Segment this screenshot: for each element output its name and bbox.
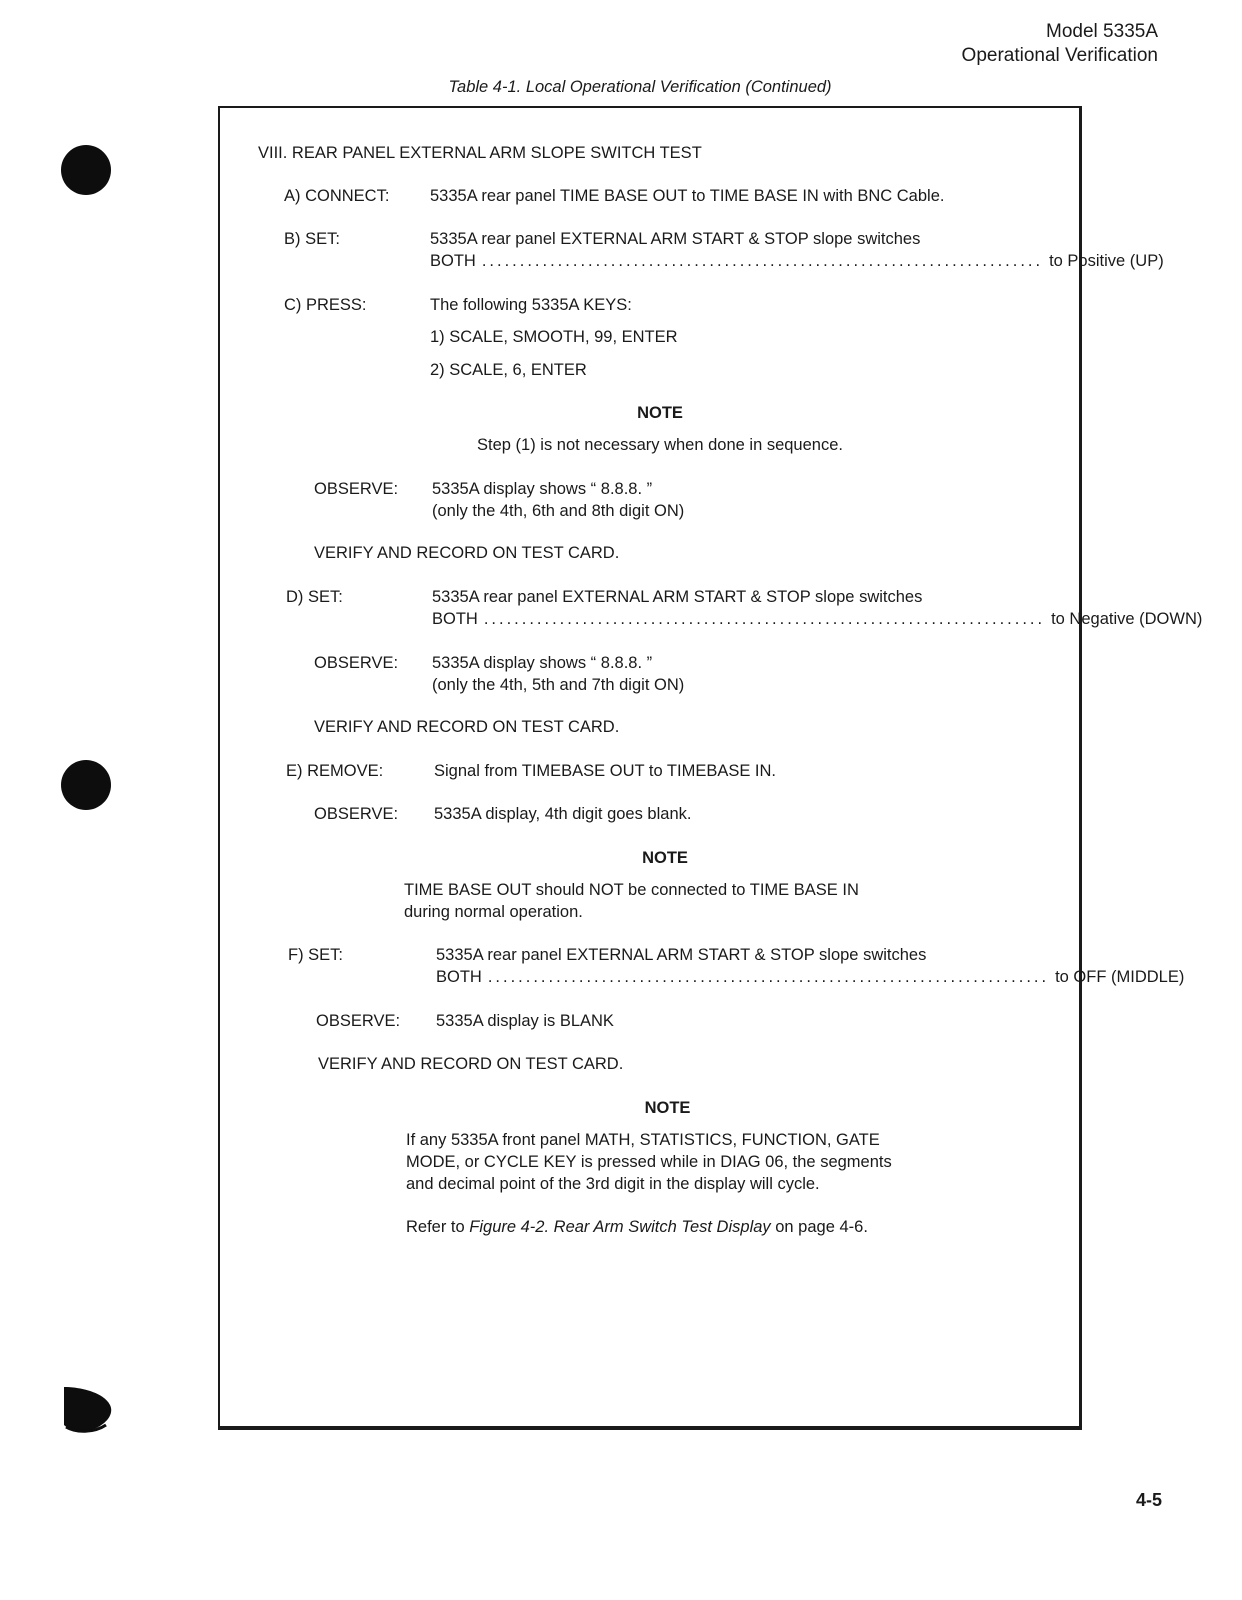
binder-tab-mark [60, 1385, 116, 1435]
step-e-text: Signal from TIMEBASE OUT to TIMEBASE IN. [434, 762, 777, 780]
step-d-right: to Negative (DOWN) [1051, 610, 1203, 628]
step-e-observe-label: OBSERVE: [314, 805, 399, 823]
step-b-line1: 5335A rear panel EXTERNAL ARM START & STOP slope switches [430, 230, 921, 248]
step-f-observe-label: OBSERVE: [316, 1012, 401, 1030]
step-f-observe: 5335A display is BLANK [436, 1012, 614, 1030]
step-f-verify: VERIFY AND RECORD ON TEST CARD. [318, 1055, 624, 1073]
note-title-f: NOTE [644, 1099, 691, 1117]
step-c-label: C) PRESS: [284, 296, 367, 314]
note-f-line1: If any 5335A front panel MATH, STATISTICS, FUNCTION, GATE [406, 1131, 880, 1149]
section-heading: VIII. REAR PANEL EXTERNAL ARM SLOPE SWITCH TEST [258, 144, 702, 162]
refer-suffix: on page 4-6. [770, 1218, 868, 1236]
step-d-observe-label: OBSERVE: [314, 654, 399, 672]
step-c-observe1: 5335A display shows “ 8.8.8. ” [432, 480, 653, 498]
note-e-line1: TIME BASE OUT should NOT be connected to TIME BASE IN [404, 881, 859, 899]
refer-line [406, 1216, 868, 1238]
note-title-e: NOTE [642, 849, 688, 867]
refer-prefix: Refer to [406, 1218, 470, 1236]
step-d-line1: 5335A rear panel EXTERNAL ARM START & STOP slope switches [432, 588, 923, 606]
step-f-label: F) SET: [288, 946, 344, 964]
step-d-observe1: 5335A display shows “ 8.8.8. ” [432, 654, 653, 672]
step-f-right: to OFF (MIDDLE) [1055, 968, 1185, 986]
model-title: Model 5335A [1046, 21, 1158, 42]
table-frame [218, 106, 1203, 1430]
note-f-line3: and decimal point of the 3rd digit in the display will cycle. [406, 1175, 820, 1193]
step-b-label: B) SET: [284, 230, 340, 248]
step-e-label: E) REMOVE: [286, 762, 384, 780]
table-caption: Table 4-1. Local Operational Verification (Continued) [448, 78, 832, 96]
step-a-label: A) CONNECT: [284, 187, 390, 205]
step-d-verify: VERIFY AND RECORD ON TEST CARD. [314, 718, 620, 736]
step-f-line1: 5335A rear panel EXTERNAL ARM START & STOP slope switches [436, 946, 927, 964]
step-c-observe-label: OBSERVE: [314, 480, 399, 498]
step-b-leader-line: BOTH .......................................................................... to Positive (UP) [430, 252, 1164, 270]
note-title-c: NOTE [637, 404, 683, 422]
section-title: Operational Verification [961, 45, 1158, 66]
punch-hole-top [61, 145, 111, 195]
step-c-item1: 1) SCALE, SMOOTH, 99, ENTER [430, 328, 678, 346]
punch-hole-middle [61, 760, 111, 810]
step-d-observe2: (only the 4th, 5th and 7th digit ON) [432, 676, 685, 694]
step-d-leader-line: BOTH .......................................................................... to Negative (DOWN) [432, 610, 1203, 628]
step-a-text: 5335A rear panel TIME BASE OUT to TIME BASE IN with BNC Cable. [430, 187, 945, 205]
step-d-label: D) SET: [286, 588, 343, 606]
step-b-right: to Positive (UP) [1049, 252, 1164, 270]
step-c-item2: 2) SCALE, 6, ENTER [430, 361, 587, 379]
step-c-verify: VERIFY AND RECORD ON TEST CARD. [314, 544, 620, 562]
refer-figure-link: Figure 4-2. Rear Arm Switch Test Display [469, 1218, 771, 1236]
page-header [962, 20, 1158, 68]
step-f-left: BOTH [436, 968, 482, 986]
note-text-c: Step (1) is not necessary when done in sequence. [477, 436, 843, 454]
step-b-left: BOTH [430, 252, 476, 270]
note-f-line2: MODE, or CYCLE KEY is pressed while in DIAG 06, the segments [406, 1153, 892, 1171]
step-d-left: BOTH [432, 610, 478, 628]
step-c-observe2: (only the 4th, 6th and 8th digit ON) [432, 502, 685, 520]
note-e-line2: during normal operation. [404, 903, 583, 921]
step-c-intro: The following 5335A KEYS: [430, 296, 632, 314]
step-e-observe: 5335A display, 4th digit goes blank. [434, 805, 692, 823]
page-number: 4-5 [1135, 1490, 1162, 1510]
step-f-leader-line: BOTH .......................................................................... to OFF (MIDDLE) [436, 968, 1185, 986]
